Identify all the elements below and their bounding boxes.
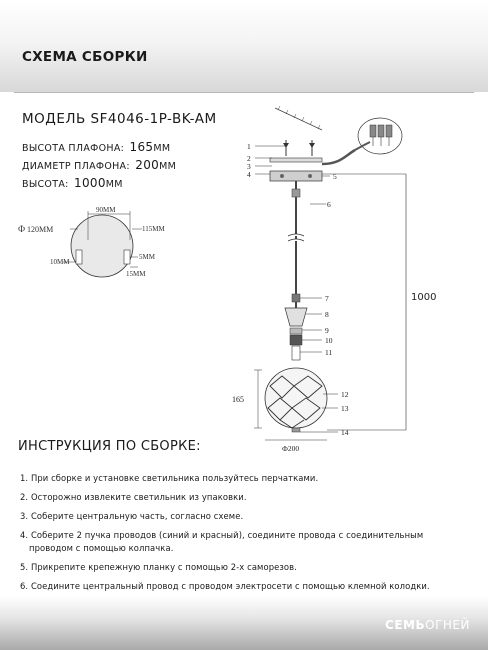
part-number: 13 bbox=[341, 404, 349, 413]
spec-label: ВЫСОТА: bbox=[22, 179, 69, 190]
shade-diameter-label: Ф200 bbox=[282, 444, 300, 453]
screw-slot-left bbox=[76, 250, 82, 264]
assembly-diagram bbox=[230, 108, 480, 453]
part-number: 9 bbox=[325, 326, 329, 335]
part-number: 4 bbox=[247, 170, 251, 179]
screw-slot-right bbox=[124, 250, 130, 264]
part-14-finial bbox=[292, 428, 300, 432]
part-number: 8 bbox=[325, 310, 329, 319]
model-title: МОДЕЛЬ SF4046-1P-BK-AM bbox=[22, 111, 217, 127]
part-10-socket bbox=[290, 335, 302, 345]
part-number: 5 bbox=[333, 172, 337, 181]
instructions-title: ИНСТРУКЦИЯ ПО СБОРКЕ: bbox=[18, 439, 201, 454]
header-divider bbox=[14, 92, 474, 93]
dim-label-90: 90ММ bbox=[96, 206, 116, 214]
spec-total-height bbox=[22, 172, 123, 191]
dim-label-5: 5ММ bbox=[139, 253, 155, 261]
dim-label-15: 15ММ bbox=[126, 270, 146, 278]
dim-label-120: 120ММ bbox=[27, 225, 54, 234]
page-title: СХЕМА СБОРКИ bbox=[22, 49, 148, 65]
part-number: 7 bbox=[325, 294, 329, 303]
part-11-bulb bbox=[292, 346, 300, 360]
dim-label-115: 115ММ bbox=[142, 225, 165, 233]
spec-unit: ММ bbox=[105, 179, 123, 190]
spec-shade-diameter bbox=[22, 154, 176, 173]
part-number: 14 bbox=[341, 428, 349, 437]
header-band bbox=[0, 0, 488, 92]
instruction-step: 1. При сборке и установке светильника пользуйтесь перчатками. bbox=[20, 473, 319, 483]
brand-bold: СЕМЬ bbox=[385, 618, 426, 632]
brand-logo bbox=[385, 618, 470, 632]
instruction-step: 4. Соберите 2 пучка проводов (синий и красный), соедините провода с соединительным bbox=[20, 530, 424, 540]
part-8-cup bbox=[285, 308, 307, 326]
instruction-step-continued: проводом с помощью колпачка. bbox=[29, 543, 174, 554]
lamp-shade bbox=[265, 368, 327, 428]
part-number: 1 bbox=[247, 142, 251, 151]
spec-unit: ММ bbox=[153, 143, 171, 154]
part-number: 6 bbox=[327, 200, 331, 209]
total-height-label: 1000 bbox=[411, 292, 437, 303]
part-number: 12 bbox=[341, 390, 349, 399]
spec-label: ВЫСОТА ПЛАФОНА: bbox=[22, 143, 125, 154]
shade-height-label: 165 bbox=[232, 395, 244, 404]
canopy-screw bbox=[280, 174, 284, 178]
part-number: 10 bbox=[325, 336, 333, 345]
instruction-step: 3. Соберите центральную часть, согласно схеме. bbox=[20, 511, 244, 521]
dim-label-10: 10ММ bbox=[50, 258, 70, 266]
part-number: 3 bbox=[247, 162, 251, 171]
spec-value: 165 bbox=[129, 140, 154, 154]
instruction-step: 5. Прикрепите крепежную планку с помощью 2-х саморезов. bbox=[20, 562, 297, 573]
spec-unit: ММ bbox=[159, 161, 177, 172]
instruction-step: 2. Осторожно извлеките светильник из упаковки. bbox=[20, 492, 247, 502]
ceiling-hatch bbox=[275, 106, 322, 130]
mount-plate-circle bbox=[71, 215, 133, 277]
supply-wire bbox=[322, 150, 355, 164]
instructions-list bbox=[20, 472, 480, 594]
part-7 bbox=[292, 294, 300, 302]
dim-phi: Ф bbox=[18, 224, 26, 234]
spec-shade-height bbox=[22, 136, 170, 155]
spec-value: 200 bbox=[135, 158, 160, 172]
mount-dimension-diagram bbox=[10, 200, 170, 280]
terminal-block bbox=[355, 118, 402, 154]
cable-grip bbox=[292, 189, 300, 197]
brand-light: ОГНЕЙ bbox=[425, 618, 470, 632]
spec-label: ДИАМЕТР ПЛАФОНА: bbox=[22, 161, 130, 172]
part-number: 11 bbox=[325, 348, 333, 357]
canopy-screw bbox=[308, 174, 312, 178]
mounting-bar bbox=[270, 140, 322, 162]
part-number: 2 bbox=[247, 154, 251, 163]
instruction-step: 6. Соедините центральный провод с проводом электросети с помощью клемной колодки. bbox=[20, 581, 430, 592]
spec-value: 1000 bbox=[74, 176, 106, 190]
canopy bbox=[270, 171, 322, 181]
part-9 bbox=[290, 328, 302, 334]
